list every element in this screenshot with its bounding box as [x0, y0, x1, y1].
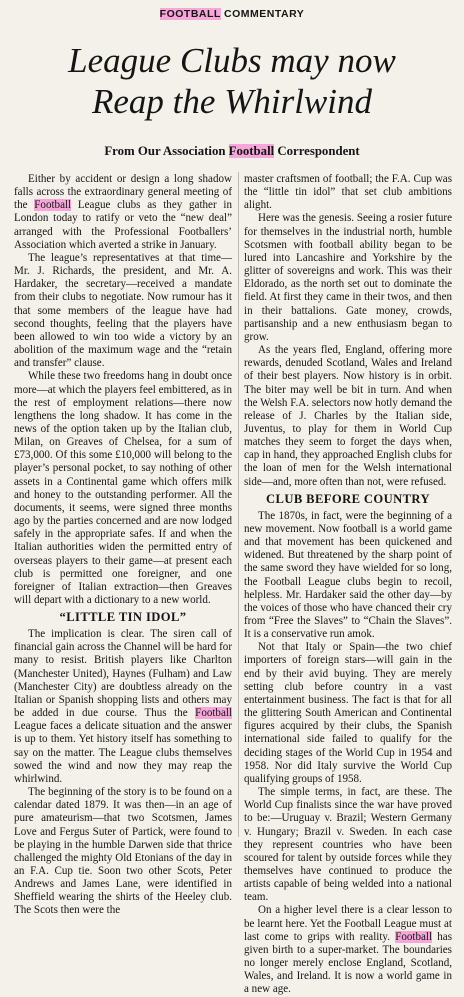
paragraph: The 1870s, in fact, were the beginning of a new movement. Now football is a world game and that movement has been quickened and widened. But threatened by the sharp point of the same sword they have wielded for so long, the Football League clubs begin to recoil, helpless. Mr. Hardaker said the other day—by the voices of those who have chanced their cry from “Free the Slaves” to “Chain the Slaves”. It is a conservative run amok.: [244, 509, 452, 641]
paragraph: The league’s representatives at that time—Mr. J. Richards, the president, and Mr. A. Hardaker, the secretary—received a mandate from their clubs to negotiate. Now rumour has it that some members of the league have had second thoughts, feeling that the players have been allowed to win too wide a victory by an abolition of the maximum wage and the “retain and transfer” clause.: [14, 251, 232, 370]
text: On a higher level there is a clear lesson to be learnt here. Yet the Football League must at last come to grips with reality.: [244, 904, 452, 943]
text: League faces a delicate situation and the answer is up to them. Yet history itself has something to say on the matter. The League clubs themselves sowed the wind and now they may reap the whirlwind.: [14, 720, 232, 785]
subheading-club-before-country: CLUB BEFORE COUNTRY: [266, 491, 430, 506]
paragraph: As the years fled, England, offering more rewards, denuded Scotland, Wales and Ireland of their best players. Now history is in orbit. The biter may well be bit in turn. And when the Welsh F.A. selectors now hotly demand the release of J. Charles by the Italian side, Juventus, to play for them in World Cup matches they seem to forget the days when, cap in hand, they approached English clubs for the loan of men for the Welsh international side—and, more often than not, were refused.: [244, 344, 452, 488]
section-football: FOOTBALL: [159, 8, 221, 20]
subheading-little-tin-idol: “LITTLE TIN IDOL”: [59, 610, 187, 625]
paragraph: master craftsmen of football; the F.A. Cup was the “little tin idol” that set club ambitions alight.: [244, 173, 452, 212]
section-commentary: COMMENTARY: [220, 8, 305, 20]
text: has given birth to a super-market. The boundaries no longer merely enclose England, Scotland, Wales, and Ireland. It is now a world game in a new age.: [244, 930, 452, 996]
text: Either by accident or design a long shadow falls across the extraordinary general meeting of the: [14, 173, 232, 212]
column-rule: [238, 172, 239, 837]
section-header: [0, 8, 464, 20]
highlight: Football: [395, 930, 433, 943]
left-column: [14, 173, 232, 918]
paragraph: [14, 628, 232, 786]
paragraph: Here was the genesis. Seeing a rosier future for themselves in the industrial north, humble Scotsmen with football ability began to be lured into Lancashire and Yorkshire by the glitter of sovereigns and work. This was their Eldorado, as the north set out to dominate the field. At first they came in their twos, and then in their battalions. Gate money, crowds, partisanship and a new enthusiasm began to grow.: [244, 212, 452, 343]
paragraph: [14, 173, 232, 252]
paragraph: Not that Italy or Spain—the two chief importers of foreign stars—will gain in the end by their avid buying. They are merely setting club before country in a vast entertainment business. The fact is that for all the glittering South American and Continental figures acquired by their clubs, the Spanish international side failed to qualify for the deciding stages of the World Cup in 1954 and 1958. Nor did Italy survive the World Cup qualifying groups of 1958.: [244, 641, 452, 785]
byline-suffix: Correspondent: [274, 144, 360, 158]
paragraph: The beginning of the story is to be found on a calendar dated 1879. It was then—in an age of pure amateurism—that two Scotsmen, James Love and Fergus Suter of Partick, were found to be playing in the humble Darwen side that thrice challenged the mighty Old Etonians of the day in an F.A. Cup tie. Soon two other Scots, Peter Andrews and James Lane, were identified in Sheffield wearing the shirts of the Heeley club. The Scots then were the: [14, 786, 232, 917]
right-column: [244, 173, 452, 997]
paragraph: The simple terms, in fact, are these. The World Cup finalists since the war have proved to be:—Uruguay v. Brazil; Western Germany v. Hungary; Brazil v. Sweden. In each case they represent countries who have been scoured for talent by outside forces while they themselves have continued to produce the artists capable of being welded into a national team.: [244, 786, 452, 904]
byline-highlight: Football: [228, 144, 275, 158]
headline-line-1: League Clubs may now: [68, 41, 396, 80]
highlight: Football: [195, 707, 232, 720]
headline: [0, 40, 464, 122]
highlight: Football: [34, 199, 72, 212]
paragraph: While these two freedoms hang in doubt once more—at which the players feel embittered, as in the rest of employment relations—there now lengthens the long shadow. It has come in the news of the option taken up by the Italian club, Milan, on Greaves of Chelsea, for a sum of £73,000. Of this some £10,000 will belong to the player’s personal pocket, to say nothing of other assets in a Continental game which offers milk and honey to the outstanding performer. All the documents, it seems, were signed three months ago by the parties concerned and are now lodged safely in the appropriate safes. If and when the Italian authorities widen the permitted entry of overseas players to their game—at present each club is permitted one foreigner, and one foreigner of Italian extraction—then Greaves will depart with a dictionary to a new world.: [14, 370, 232, 606]
byline-prefix: From Our Association: [104, 144, 229, 158]
headline-line-2: Reap the Whirlwind: [92, 82, 372, 121]
byline: [0, 144, 464, 159]
text: League clubs as they gather in London today to ratify or veto the “new deal” arranged with the Professional Footballers’ Association which averted a strike in January.: [14, 199, 232, 251]
text: The implication is clear. The siren call of financial gain across the Channel will be hard for many to resist. British players like Charlton (Manchester United), Haynes (Fulham) and Law (Manchester City) are doubtless already on the Italian or Spanish shopping lists and others may be added in due course. Thus the: [14, 628, 232, 720]
paragraph: [244, 904, 452, 996]
